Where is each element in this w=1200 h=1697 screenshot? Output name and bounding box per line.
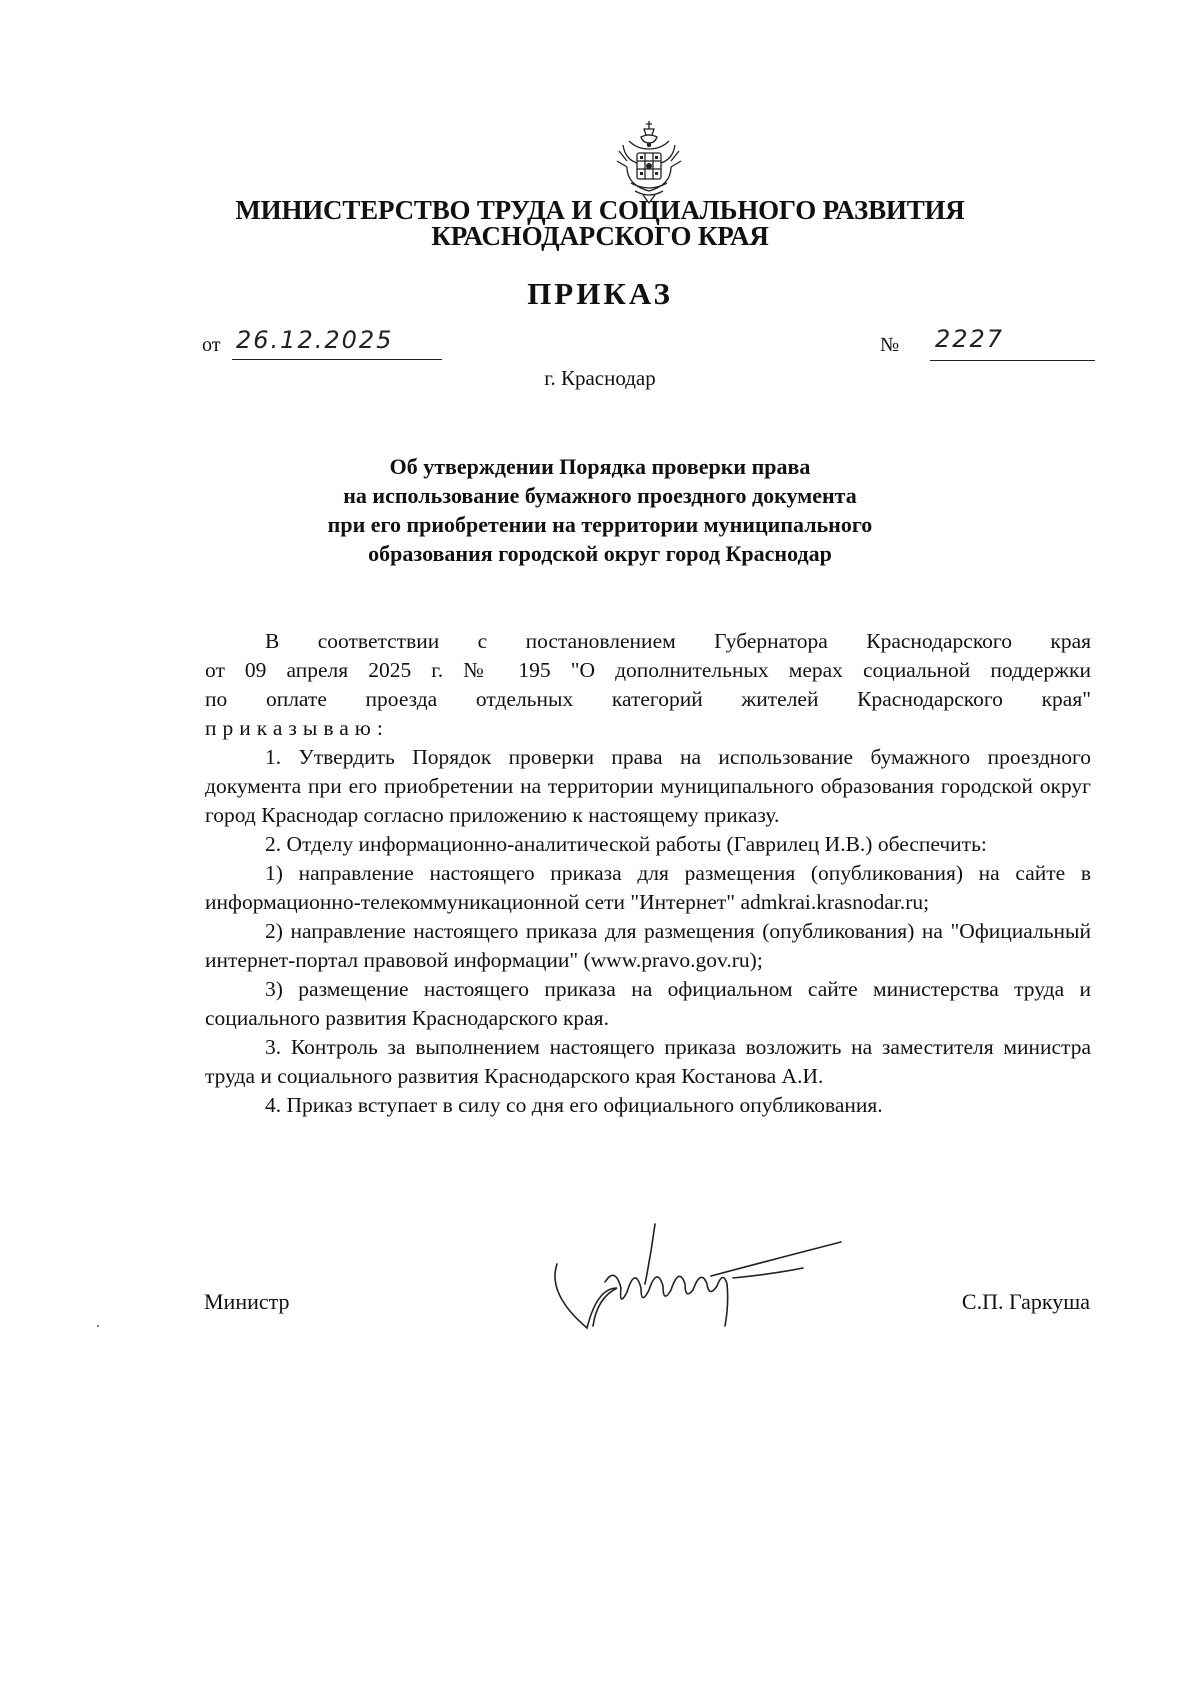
clause-2-subitem-2: 2) направление настоящего приказа для размещения (опубликования) на "Официальный интернет-портал правовой информации" (www.pravo.gov.ru); (205, 919, 1091, 972)
document-subject (0, 452, 1200, 568)
subject-line: на использование бумажного проездного документа (343, 483, 857, 508)
handwritten-signature (545, 1222, 855, 1342)
clause-2: 2. Отделу информационно-аналитической работы (Гаврилец И.В.) обеспечить: (265, 832, 987, 856)
coat-of-arms-emblem (615, 121, 683, 205)
document-type-title: ПРИКАЗ (527, 276, 673, 311)
date-underline (232, 359, 442, 360)
decree-word: приказываю: (205, 716, 389, 740)
ministry-name-line-1: МИНИСТЕРСТВО ТРУДА И СОЦИАЛЬНОГО РАЗВИТИЯ (235, 195, 965, 225)
clause-4: 4. Приказ вступает в силу со дня его официального опубликования. (265, 1093, 883, 1117)
scan-speck (97, 1325, 99, 1327)
signatory-position: Министр (204, 1289, 290, 1314)
subject-line: Об утверждении Порядка проверки права (389, 454, 811, 479)
ministry-name-line-2: КРАСНОДАРСКОГО КРАЯ (431, 221, 769, 251)
clause-1: 1. Утвердить Порядок проверки права на использование бумажного проездного документа при его приобретении на территории муниципального образования городской округ город Краснодар согласно приложению к настоящему приказу. (205, 745, 1091, 827)
subject-line: при его приобретении на территории муниципального (327, 512, 873, 537)
number-underline (930, 360, 1095, 361)
city-label: г. Краснодар (544, 366, 656, 390)
clause-3: 3. Контроль за выполнением настоящего приказа возложить на заместителя министра труда и социального развития Краснодарского края Костанова А.И. (205, 1035, 1091, 1088)
number-value: 2227 (935, 325, 1005, 353)
date-value: 26.12.2025 (236, 326, 394, 354)
clause-2-subitem-1: 1) направление настоящего приказа для размещения (опубликования) на сайте в информационно-телекоммуникационной сети "Интернет" admkrai.krasnodar.ru; (205, 861, 1091, 914)
signatory-name: С.П. Гаркуша (961, 1289, 1090, 1314)
preamble-line: по оплате проезда отдельных категорий жителей Краснодарского края" (205, 687, 1091, 711)
subject-line: образования городской округ город Краснодар (368, 541, 832, 566)
number-label: № (880, 334, 900, 356)
clause-2-subitem-3: 3) размещение настоящего приказа на официальном сайте министерства труда и социального развития Краснодарского края. (205, 977, 1091, 1030)
date-label: от (202, 334, 221, 356)
preamble-line: от 09 апреля 2025 г. № 195 "О дополнительных мерах социальной поддержки (205, 658, 1091, 682)
document-body (205, 627, 1091, 1120)
preamble-line: В соответствии с постановлением Губернатора Краснодарского края (265, 629, 1091, 653)
